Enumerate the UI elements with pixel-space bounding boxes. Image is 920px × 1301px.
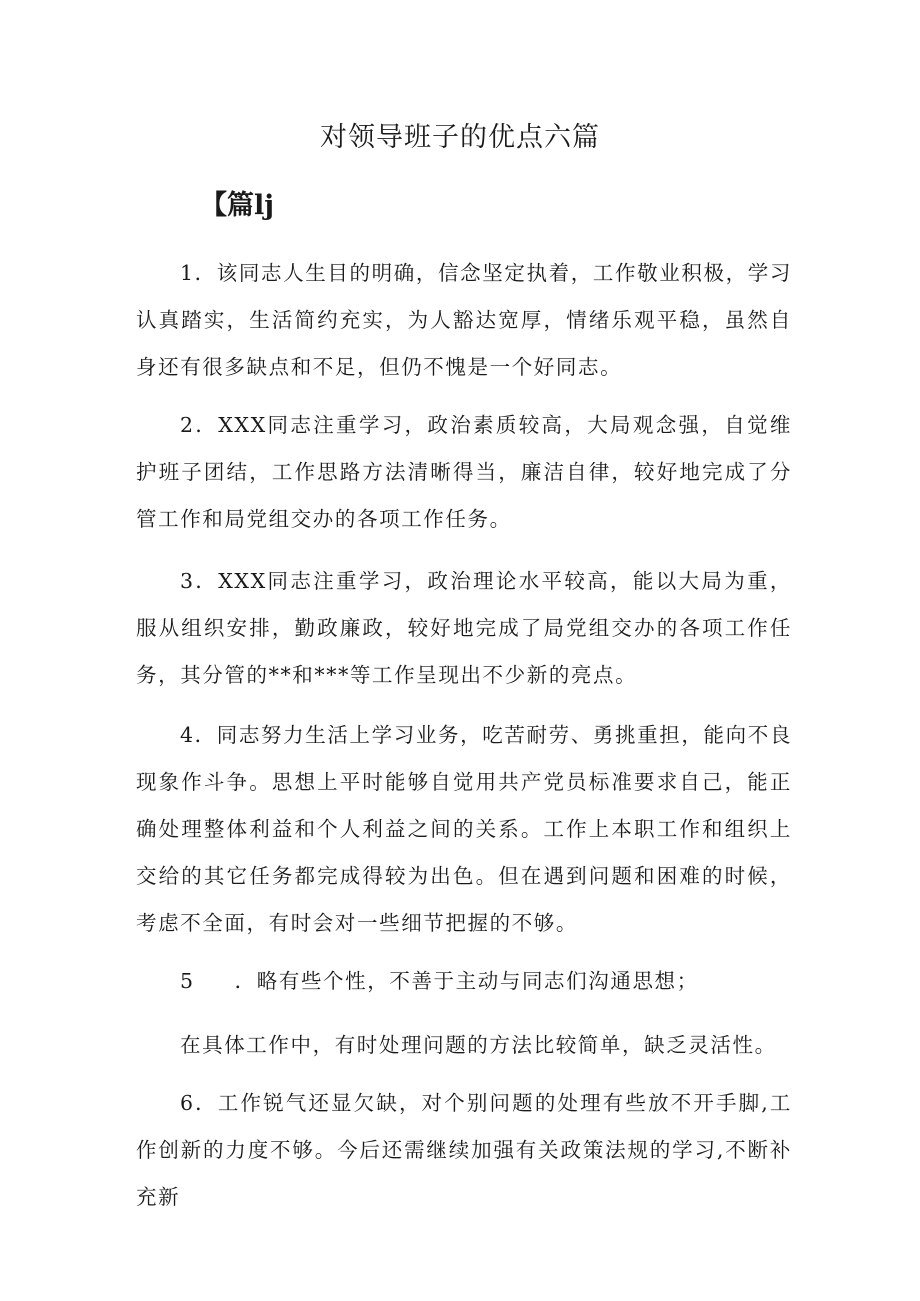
paragraph-5-text: ．略有些个性，不善于主动与同志们沟通思想； [234, 969, 699, 993]
paragraph-4: 4．同志努力生活上学习业务，吃苦耐劳、勇挑重担，能向不良现象作斗争。思想上平时能够自觉用共产党员标准要求自己，能正确处理整体利益和个人利益之间的关系。工作上本职工作和组织上交给的其它任务都完成得较为出色。但在遇到问题和困难的时候，考虑不全面，有时会对一些细节把握的不够。 [136, 723, 792, 935]
paragraph-5 [136, 958, 792, 1005]
document-title: 对领导班子的优点六篇 [320, 122, 600, 153]
paragraph-5-number: 5 [180, 969, 195, 993]
section-heading: 【篇lj [200, 190, 275, 221]
paragraph-5-continuation: 在具体工作中，有时处理问题的方法比较简单，缺乏灵活性。 [180, 1033, 777, 1057]
paragraph-2: 2．XXX同志注重学习，政治素质较高，大局观念强，自觉维护班子团结，工作思路方法清晰得当，廉洁自律，较好地完成了分管工作和局党组交办的各项工作任务。 [136, 413, 792, 531]
paragraph-1: 1．该同志人生目的明确，信念坚定执着，工作敬业积极，学习认真踏实，生活简约充实，为人豁达宽厚，情绪乐观平稳，虽然自身还有很多缺点和不足，但仍不愧是一个好同志。 [136, 261, 792, 379]
paragraph-3: 3．XXX同志注重学习，政治理论水平较高，能以大局为重，服从组织安排，勤政廉政，较好地完成了局党组交办的各项工作任务，其分管的**和***等工作呈现出不少新的亮点。 [136, 569, 792, 687]
paragraph-6: 6．工作锐气还显欠缺，对个别问题的处理有些放不开手脚,工作创新的力度不够。今后还需继续加强有关政策法规的学习,不断补充新 [136, 1091, 792, 1209]
